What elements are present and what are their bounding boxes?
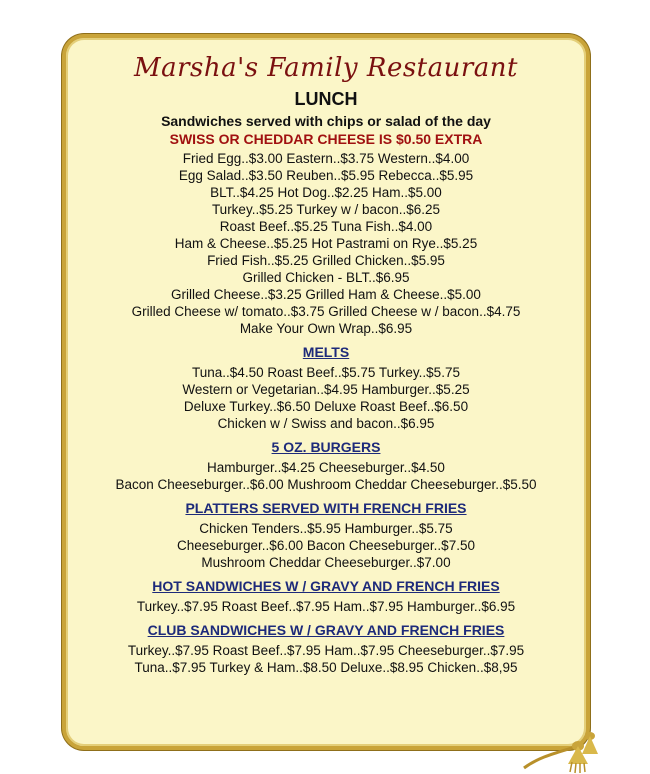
menu-line: Tuna..$7.95 Turkey & Ham..$8.50 Deluxe..$8.95 Chicken..$8,95	[134, 660, 518, 675]
burgers-heading: 5 OZ. BURGERS	[271, 439, 381, 455]
menu-line: BLT..$4.25 Hot Dog..$2.25 Ham..$5.00	[210, 185, 442, 200]
menu-line: Deluxe Turkey..$6.50 Deluxe Roast Beef..$6.50	[183, 399, 469, 414]
menu-line: Western or Vegetarian..$4.95 Hamburger..$5.25	[182, 382, 470, 397]
menu-line: Bacon Cheeseburger..$6.00 Mushroom Cheddar Cheeseburger..$5.50	[115, 477, 537, 492]
tassel-icon	[520, 716, 600, 774]
menu-line: Egg Salad..$3.50 Reuben..$5.95 Rebecca..$5.95	[178, 168, 474, 183]
restaurant-name: Marsha's Family Restaurant	[133, 53, 519, 83]
menu-line: Make Your Own Wrap..$6.95	[239, 321, 413, 336]
menu-line: Ham & Cheese..$5.25 Hot Pastrami on Rye..$5.25	[174, 236, 478, 251]
menu-line: Grilled Cheese..$3.25 Grilled Ham & Cheese..$5.00	[171, 287, 481, 302]
melts-heading: MELTS	[302, 344, 350, 360]
club-sandwiches-heading: CLUB SANDWICHES W / GRAVY AND FRENCH FRIES	[147, 622, 505, 638]
menu-content	[6, 48, 646, 676]
menu-line: Chicken w / Swiss and bacon..$6.95	[217, 416, 435, 431]
menu-line: Grilled Chicken - BLT..$6.95	[242, 270, 410, 285]
hot-sandwiches-heading: HOT SANDWICHES W / GRAVY AND FRENCH FRIES	[152, 578, 500, 594]
menu-line: Fried Fish..$5.25 Grilled Chicken..$5.95	[207, 253, 445, 268]
menu-line: Cheeseburger..$6.00 Bacon Cheeseburger..$7.50	[177, 538, 475, 553]
menu-line: Tuna..$4.50 Roast Beef..$5.75 Turkey..$5.75	[192, 365, 460, 380]
menu-line: Mushroom Cheddar Cheeseburger..$7.00	[201, 555, 451, 570]
page-title: LUNCH	[294, 89, 358, 109]
menu-line: Turkey..$5.25 Turkey w / bacon..$6.25	[211, 202, 441, 217]
sandwiches-list	[6, 150, 646, 337]
menu-line: Hamburger..$4.25 Cheeseburger..$4.50	[207, 460, 445, 475]
cheese-notice: SWISS OR CHEDDAR CHEESE IS $0.50 EXTRA	[169, 131, 483, 147]
platters-heading: PLATTERS SERVED WITH FRENCH FRIES	[185, 500, 467, 516]
menu-line: Turkey..$7.95 Roast Beef..$7.95 Ham..$7.95 Cheeseburger..$7.95	[127, 643, 525, 658]
menu-card	[62, 34, 590, 750]
menu-line: Chicken Tenders..$5.95 Hamburger..$5.75	[199, 521, 453, 536]
menu-line: Turkey..$7.95 Roast Beef..$7.95 Ham..$7.95 Hamburger..$6.95	[136, 599, 516, 614]
menu-line: Fried Egg..$3.00 Eastern..$3.75 Western..$4.00	[182, 151, 470, 166]
menu-line: Grilled Cheese w/ tomato..$3.75 Grilled Cheese w / bacon..$4.75	[131, 304, 521, 319]
menu-line: Roast Beef..$5.25 Tuna Fish..$4.00	[219, 219, 433, 234]
subtitle: Sandwiches served with chips or salad of the day	[161, 113, 491, 129]
